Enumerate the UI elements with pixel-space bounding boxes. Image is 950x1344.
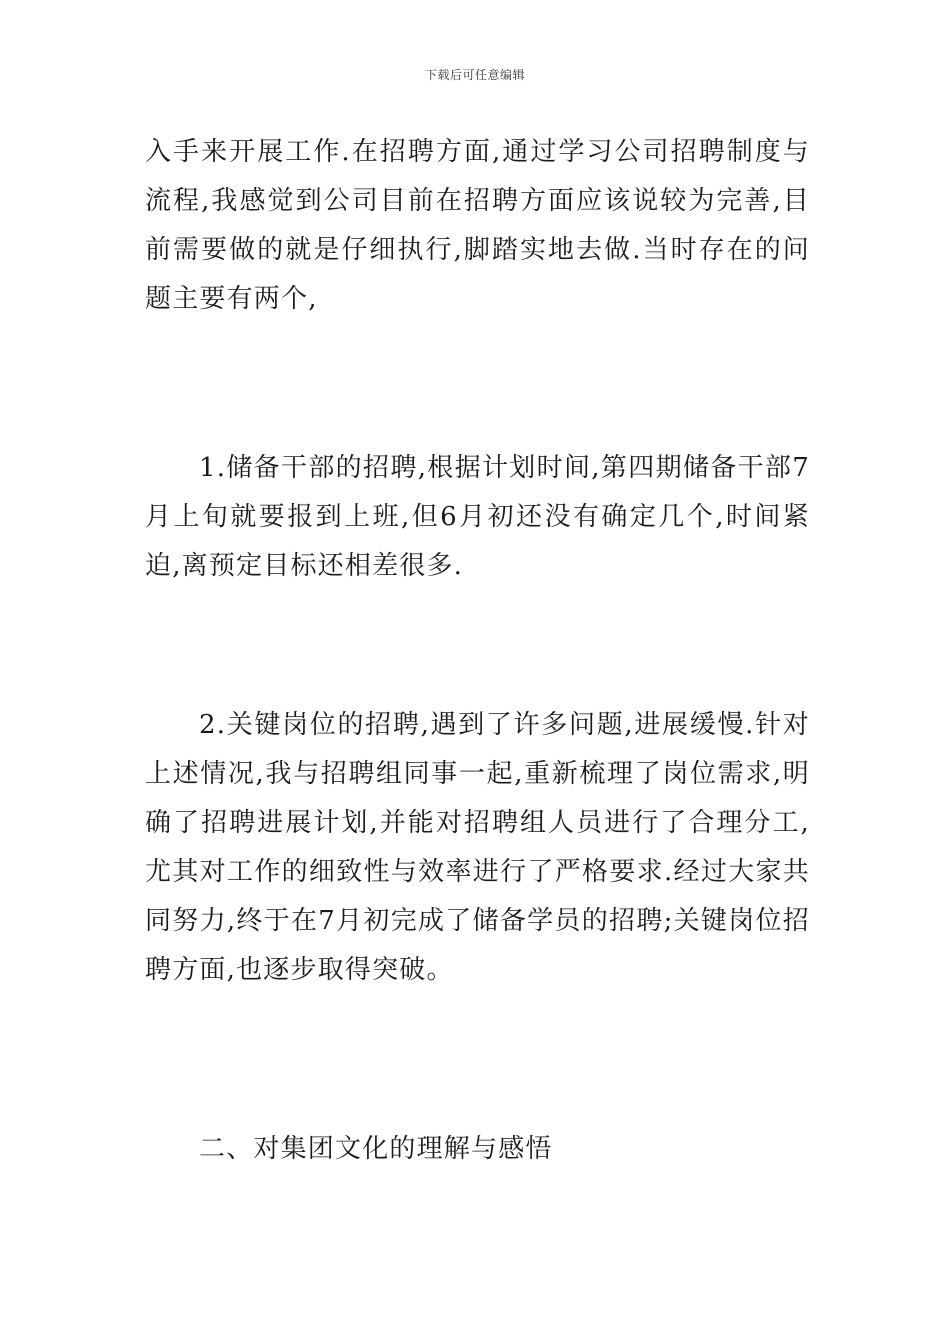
section-heading: 二、对集团文化的理解与感悟	[199, 1134, 553, 1164]
paragraph-item-1: 1.储备干部的招聘,根据计划时间,第四期储备干部7月上旬就要报到上班,但6月初还没有确定几个,时间紧迫,离预定目标还相差很多.	[145, 453, 810, 581]
paragraph-item-2: 2.关键岗位的招聘,遇到了许多问题,进展缓慢.针对上述情况,我与招聘组同事一起,重新梳理了岗位需求,明确了招聘进展计划,并能对招聘组人员进行了合理分工,尤其对工作的细致性与效率进行了严格要求.经过大家共同努力,终于在7月初完成了储备学员的招聘;关键岗位招聘方面,也逐步取得突破。	[145, 710, 810, 985]
page-header-note: 下载后可任意编辑	[424, 68, 525, 82]
document-body	[145, 128, 810, 1200]
paragraph-intro: 入手来开展工作.在招聘方面,通过学习公司招聘制度与流程,我感觉到公司目前在招聘方面应该说较为完善,目前需要做的就是仔细执行,脚踏实地去做.当时存在的问题主要有两个,	[145, 137, 810, 314]
